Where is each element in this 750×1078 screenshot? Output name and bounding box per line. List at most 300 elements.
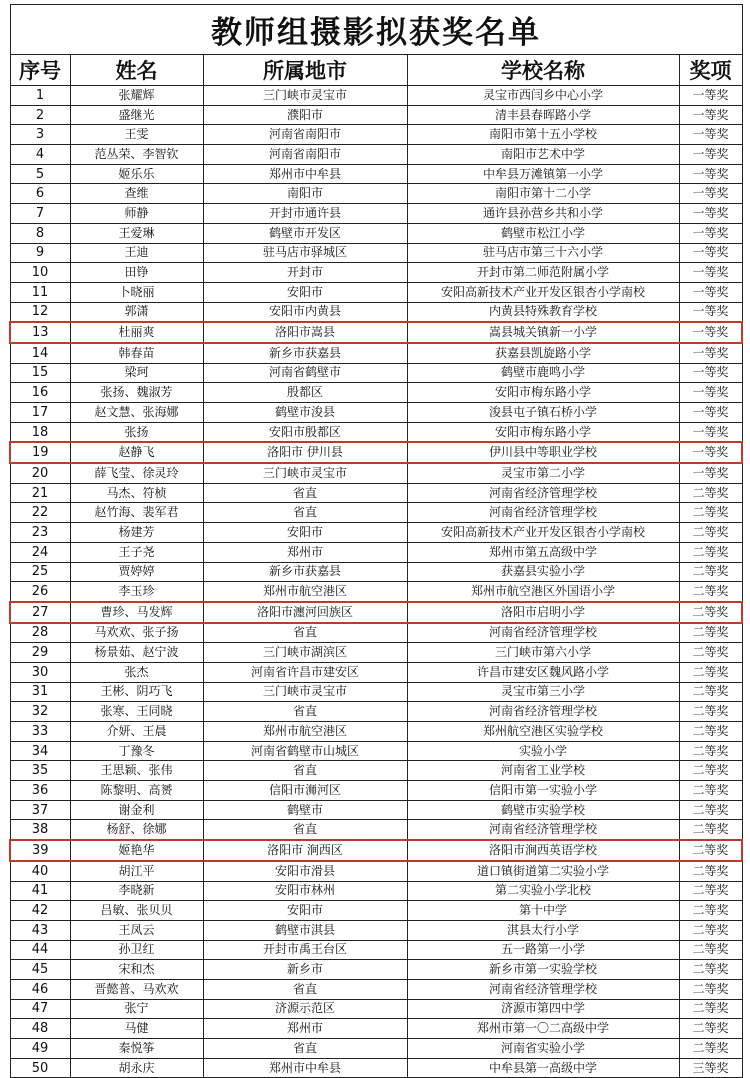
row-name: 张宁: [70, 999, 203, 1019]
row-city: 殷都区: [203, 383, 407, 403]
row-award: 二等奖: [679, 602, 742, 623]
row-number: 31: [10, 682, 70, 702]
row-award: 二等奖: [679, 702, 742, 722]
row-number: 50: [10, 1058, 70, 1078]
row-award: 一等奖: [679, 363, 742, 383]
row-name: 马欢欢、张子扬: [70, 623, 203, 643]
row-name: 秦悦筝: [70, 1039, 203, 1059]
row-number: 10: [10, 263, 70, 283]
row-name: 孙卫红: [70, 940, 203, 960]
row-city: 省直: [203, 820, 407, 840]
row-name: 姬乐乐: [70, 164, 203, 184]
row-name: 查维: [70, 184, 203, 204]
table-row: [10, 979, 742, 999]
row-number: 17: [10, 403, 70, 423]
row-number: 45: [10, 960, 70, 980]
row-award: 一等奖: [679, 145, 742, 165]
row-award: 二等奖: [679, 741, 742, 761]
row-city: 省直: [203, 503, 407, 523]
row-number: 22: [10, 503, 70, 523]
row-award: 二等奖: [679, 722, 742, 742]
table-row: [10, 483, 742, 503]
row-award: 一等奖: [679, 164, 742, 184]
row-award: 二等奖: [679, 960, 742, 980]
row-school: 道口镇街道第二实验小学: [407, 861, 679, 881]
table-row: [10, 623, 742, 643]
row-name: 王爱琳: [70, 223, 203, 243]
row-name: 杨建芳: [70, 523, 203, 543]
table-row: [10, 542, 742, 562]
row-number: 41: [10, 881, 70, 901]
table-row: [10, 781, 742, 801]
row-school: 伊川县中等职业学校: [407, 442, 679, 463]
row-school: 淇县太行小学: [407, 920, 679, 940]
row-number: 25: [10, 562, 70, 582]
row-school: 灵宝市第三小学: [407, 682, 679, 702]
table-row: [10, 105, 742, 125]
row-award: 一等奖: [679, 383, 742, 403]
row-number: 1: [10, 86, 70, 106]
row-school: 安阳高新技术产业开发区银杏小学南校: [407, 282, 679, 302]
row-name: 宋和杰: [70, 960, 203, 980]
header-school: 学校名称: [407, 55, 679, 86]
row-award: 二等奖: [679, 781, 742, 801]
row-award: 二等奖: [679, 523, 742, 543]
table-row: [10, 302, 742, 322]
row-school: 获嘉县实验小学: [407, 562, 679, 582]
row-number: 30: [10, 662, 70, 682]
table-row: [10, 1058, 742, 1078]
row-city: 河南省南阳市: [203, 125, 407, 145]
row-school: 河南省经济管理学校: [407, 623, 679, 643]
row-city: 省直: [203, 623, 407, 643]
row-number: 47: [10, 999, 70, 1019]
row-award: 二等奖: [679, 901, 742, 921]
row-school: 新乡市第一实验学校: [407, 960, 679, 980]
row-school: 开封市第二师范附属小学: [407, 263, 679, 283]
row-award: 二等奖: [679, 1039, 742, 1059]
row-award: 二等奖: [679, 800, 742, 820]
row-award: 二等奖: [679, 940, 742, 960]
row-name: 王思颖、张伟: [70, 761, 203, 781]
row-name: 卜晓丽: [70, 282, 203, 302]
row-school: 河南省经济管理学校: [407, 503, 679, 523]
row-number: 39: [10, 840, 70, 861]
row-school: 河南省经济管理学校: [407, 979, 679, 999]
row-award: 二等奖: [679, 623, 742, 643]
table-row: [10, 1019, 742, 1039]
row-city: 濮阳市: [203, 105, 407, 125]
row-award: 一等奖: [679, 263, 742, 283]
table-row: [10, 363, 742, 383]
row-number: 4: [10, 145, 70, 165]
row-school: 河南省工业学校: [407, 761, 679, 781]
row-award: 二等奖: [679, 682, 742, 702]
row-number: 15: [10, 363, 70, 383]
row-city: 省直: [203, 702, 407, 722]
header-city: 所属地市: [203, 55, 407, 86]
row-name: 曹珍、马发辉: [70, 602, 203, 623]
row-city: 三门峡市灵宝市: [203, 682, 407, 702]
row-school: 灵宝市西闫乡中心小学: [407, 86, 679, 106]
row-name: 赵文慧、张海娜: [70, 403, 203, 423]
row-school: 内黄县特殊教育学校: [407, 302, 679, 322]
table-row: [10, 800, 742, 820]
row-award: 一等奖: [679, 463, 742, 483]
row-number: 48: [10, 1019, 70, 1039]
row-number: 24: [10, 542, 70, 562]
row-city: 安阳市: [203, 901, 407, 921]
row-name: 赵静飞: [70, 442, 203, 463]
row-number: 3: [10, 125, 70, 145]
page-title: 教师组摄影拟获奖名单: [10, 5, 742, 55]
row-number: 32: [10, 702, 70, 722]
row-number: 8: [10, 223, 70, 243]
row-name: 郭潇: [70, 302, 203, 322]
row-school: 鹤壁市实验学校: [407, 800, 679, 820]
table-row: [10, 125, 742, 145]
row-name: 梁珂: [70, 363, 203, 383]
row-number: 42: [10, 901, 70, 921]
row-school: 郑州市第一〇二高级中学: [407, 1019, 679, 1039]
row-city: 济源示范区: [203, 999, 407, 1019]
award-list-sheet: [9, 4, 741, 1078]
row-award: 二等奖: [679, 582, 742, 602]
highlighted-table-row: [10, 442, 742, 463]
row-award: 一等奖: [679, 243, 742, 263]
row-city: 开封市: [203, 263, 407, 283]
award-table: [9, 4, 743, 1078]
row-award: 一等奖: [679, 422, 742, 442]
table-row: [10, 86, 742, 106]
table-row: [10, 263, 742, 283]
row-school: 灵宝市第二小学: [407, 463, 679, 483]
table-row: [10, 643, 742, 663]
row-name: 田铮: [70, 263, 203, 283]
row-city: 信阳市浉河区: [203, 781, 407, 801]
row-award: 二等奖: [679, 999, 742, 1019]
table-row: [10, 881, 742, 901]
row-number: 13: [10, 322, 70, 343]
row-school: 嵩县城关镇新一小学: [407, 322, 679, 343]
table-row: [10, 960, 742, 980]
highlighted-table-row: [10, 602, 742, 623]
row-city: 洛阳市 伊川县: [203, 442, 407, 463]
row-name: 王迪: [70, 243, 203, 263]
row-number: 7: [10, 204, 70, 224]
row-school: 清丰县春晖路小学: [407, 105, 679, 125]
row-number: 20: [10, 463, 70, 483]
row-school: 郑州航空港区实验学校: [407, 722, 679, 742]
row-city: 河南省许昌市建安区: [203, 662, 407, 682]
row-number: 26: [10, 582, 70, 602]
row-name: 王雯: [70, 125, 203, 145]
row-city: 南阳市: [203, 184, 407, 204]
row-city: 开封市通许县: [203, 204, 407, 224]
row-name: 丁豫冬: [70, 741, 203, 761]
row-number: 40: [10, 861, 70, 881]
row-name: 杨舒、徐娜: [70, 820, 203, 840]
row-city: 洛阳市瀍河回族区: [203, 602, 407, 623]
row-school: 郑州市航空港区外国语小学: [407, 582, 679, 602]
row-name: 张扬、魏淑芳: [70, 383, 203, 403]
table-body: [10, 86, 742, 1078]
row-school: 获嘉县凯旋路小学: [407, 343, 679, 363]
row-city: 河南省南阳市: [203, 145, 407, 165]
row-city: 河南省鹤壁市山城区: [203, 741, 407, 761]
row-name: 晋懿普、马欢欢: [70, 979, 203, 999]
row-award: 二等奖: [679, 979, 742, 999]
row-school: 信阳市第一实验小学: [407, 781, 679, 801]
row-award: 一等奖: [679, 343, 742, 363]
header-name: 姓名: [70, 55, 203, 86]
row-award: 一等奖: [679, 403, 742, 423]
table-row: [10, 243, 742, 263]
row-school: 鹤壁市松江小学: [407, 223, 679, 243]
row-name: 胡江平: [70, 861, 203, 881]
row-number: 19: [10, 442, 70, 463]
row-number: 5: [10, 164, 70, 184]
table-row: [10, 1039, 742, 1059]
row-school: 许昌市建安区魏风路小学: [407, 662, 679, 682]
row-city: 郑州市航空港区: [203, 582, 407, 602]
row-city: 郑州市中牟县: [203, 1058, 407, 1078]
table-row: [10, 901, 742, 921]
row-name: 姬艳华: [70, 840, 203, 861]
table-row: [10, 223, 742, 243]
table-row: [10, 463, 742, 483]
row-award: 一等奖: [679, 204, 742, 224]
row-award: 二等奖: [679, 503, 742, 523]
row-award: 一等奖: [679, 86, 742, 106]
row-city: 安阳市: [203, 282, 407, 302]
row-city: 驻马店市驿城区: [203, 243, 407, 263]
row-city: 鹤壁市: [203, 800, 407, 820]
row-city: 三门峡市湖滨区: [203, 643, 407, 663]
row-number: 34: [10, 741, 70, 761]
row-name: 吕敏、张贝贝: [70, 901, 203, 921]
row-school: 安阳市梅东路小学: [407, 383, 679, 403]
table-row: [10, 184, 742, 204]
row-award: 二等奖: [679, 861, 742, 881]
row-number: 16: [10, 383, 70, 403]
row-award: 二等奖: [679, 662, 742, 682]
row-city: 安阳市内黄县: [203, 302, 407, 322]
row-award: 二等奖: [679, 562, 742, 582]
row-city: 新乡市: [203, 960, 407, 980]
row-award: 一等奖: [679, 223, 742, 243]
table-row: [10, 343, 742, 363]
row-school: 安阳高新技术产业开发区银杏小学南校: [407, 523, 679, 543]
row-number: 38: [10, 820, 70, 840]
row-city: 洛阳市嵩县: [203, 322, 407, 343]
row-school: 第二实验小学北校: [407, 881, 679, 901]
row-number: 29: [10, 643, 70, 663]
row-award: 二等奖: [679, 920, 742, 940]
row-city: 三门峡市灵宝市: [203, 463, 407, 483]
table-row: [10, 383, 742, 403]
row-city: 安阳市滑县: [203, 861, 407, 881]
row-school: 南阳市第十五小学校: [407, 125, 679, 145]
row-city: 鹤壁市淇县: [203, 920, 407, 940]
row-award: 二等奖: [679, 1019, 742, 1039]
table-row: [10, 422, 742, 442]
row-school: 洛阳市涧西英语学校: [407, 840, 679, 861]
row-name: 赵竹海、裴军君: [70, 503, 203, 523]
row-award: 二等奖: [679, 483, 742, 503]
row-city: 河南省鹤壁市: [203, 363, 407, 383]
row-number: 9: [10, 243, 70, 263]
row-city: 安阳市林州: [203, 881, 407, 901]
row-city: 郑州市: [203, 542, 407, 562]
row-number: 44: [10, 940, 70, 960]
row-name: 张寒、王同晓: [70, 702, 203, 722]
row-school: 河南省经济管理学校: [407, 702, 679, 722]
row-number: 28: [10, 623, 70, 643]
table-row: [10, 722, 742, 742]
header-award: 奖项: [679, 55, 742, 86]
table-row: [10, 861, 742, 881]
row-number: 23: [10, 523, 70, 543]
row-name: 贾婷婷: [70, 562, 203, 582]
row-city: 安阳市殷都区: [203, 422, 407, 442]
row-city: 郑州市: [203, 1019, 407, 1039]
row-award: 二等奖: [679, 840, 742, 861]
row-name: 盛继光: [70, 105, 203, 125]
row-award: 三等奖: [679, 1058, 742, 1078]
row-number: 46: [10, 979, 70, 999]
row-school: 南阳市艺术中学: [407, 145, 679, 165]
header-row: [10, 55, 742, 86]
row-school: 南阳市第十二小学: [407, 184, 679, 204]
row-city: 郑州市航空港区: [203, 722, 407, 742]
row-school: 浚县屯子镇石桥小学: [407, 403, 679, 423]
row-city: 开封市禹王台区: [203, 940, 407, 960]
row-award: 一等奖: [679, 302, 742, 322]
row-name: 杜丽爽: [70, 322, 203, 343]
row-name: 胡永庆: [70, 1058, 203, 1078]
row-name: 杨景茹、赵宁波: [70, 643, 203, 663]
row-city: 安阳市: [203, 523, 407, 543]
row-name: 张杰: [70, 662, 203, 682]
row-name: 陈黎明、高赟: [70, 781, 203, 801]
row-name: 王子尧: [70, 542, 203, 562]
row-number: 37: [10, 800, 70, 820]
row-school: 驻马店市第三十六小学: [407, 243, 679, 263]
row-school: 洛阳市启明小学: [407, 602, 679, 623]
row-city: 鹤壁市浚县: [203, 403, 407, 423]
row-school: 中牟县第一高级中学: [407, 1058, 679, 1078]
row-city: 鹤壁市开发区: [203, 223, 407, 243]
row-school: 五一路第一小学: [407, 940, 679, 960]
row-number: 18: [10, 422, 70, 442]
table-row: [10, 920, 742, 940]
row-number: 21: [10, 483, 70, 503]
row-number: 33: [10, 722, 70, 742]
row-school: 河南省实验小学: [407, 1039, 679, 1059]
table-row: [10, 761, 742, 781]
row-award: 一等奖: [679, 105, 742, 125]
row-name: 马杰、符桢: [70, 483, 203, 503]
row-school: 三门峡市第六小学: [407, 643, 679, 663]
row-award: 一等奖: [679, 282, 742, 302]
row-name: 范丛荣、李智钦: [70, 145, 203, 165]
header-no: 序号: [10, 55, 70, 86]
row-number: 6: [10, 184, 70, 204]
row-name: 李晓新: [70, 881, 203, 901]
row-number: 36: [10, 781, 70, 801]
row-award: 二等奖: [679, 643, 742, 663]
table-row: [10, 403, 742, 423]
row-city: 三门峡市灵宝市: [203, 86, 407, 106]
table-row: [10, 204, 742, 224]
row-city: 省直: [203, 761, 407, 781]
row-award: 二等奖: [679, 542, 742, 562]
row-school: 第十中学: [407, 901, 679, 921]
row-name: 张扬: [70, 422, 203, 442]
row-city: 省直: [203, 979, 407, 999]
row-name: 王彬、阴巧飞: [70, 682, 203, 702]
row-school: 鹤壁市鹿鸣小学: [407, 363, 679, 383]
table-row: [10, 562, 742, 582]
row-name: 李玉珍: [70, 582, 203, 602]
table-row: [10, 503, 742, 523]
row-name: 介妍、王晨: [70, 722, 203, 742]
table-row: [10, 145, 742, 165]
row-city: 省直: [203, 483, 407, 503]
row-number: 35: [10, 761, 70, 781]
row-school: 河南省经济管理学校: [407, 820, 679, 840]
row-school: 济源市第四中学: [407, 999, 679, 1019]
highlighted-table-row: [10, 322, 742, 343]
row-city: 洛阳市 涧西区: [203, 840, 407, 861]
table-row: [10, 164, 742, 184]
row-number: 27: [10, 602, 70, 623]
table-row: [10, 662, 742, 682]
row-name: 王凤云: [70, 920, 203, 940]
table-row: [10, 682, 742, 702]
row-number: 14: [10, 343, 70, 363]
highlighted-table-row: [10, 840, 742, 861]
row-city: 省直: [203, 1039, 407, 1059]
table-row: [10, 820, 742, 840]
row-award: 二等奖: [679, 881, 742, 901]
row-award: 一等奖: [679, 322, 742, 343]
row-name: 张耀辉: [70, 86, 203, 106]
row-name: 马健: [70, 1019, 203, 1039]
row-number: 2: [10, 105, 70, 125]
row-name: 韩春苗: [70, 343, 203, 363]
row-number: 11: [10, 282, 70, 302]
row-school: 中牟县万滩镇第一小学: [407, 164, 679, 184]
table-row: [10, 999, 742, 1019]
row-award: 二等奖: [679, 820, 742, 840]
row-city: 郑州市中牟县: [203, 164, 407, 184]
row-award: 二等奖: [679, 761, 742, 781]
row-school: 通许县孙营乡共和小学: [407, 204, 679, 224]
table-row: [10, 940, 742, 960]
row-city: 新乡市获嘉县: [203, 562, 407, 582]
table-row: [10, 582, 742, 602]
row-school: 安阳市梅东路小学: [407, 422, 679, 442]
table-row: [10, 702, 742, 722]
row-name: 师静: [70, 204, 203, 224]
row-award: 一等奖: [679, 442, 742, 463]
row-school: 郑州市第五高级中学: [407, 542, 679, 562]
row-number: 43: [10, 920, 70, 940]
row-award: 一等奖: [679, 184, 742, 204]
row-award: 一等奖: [679, 125, 742, 145]
